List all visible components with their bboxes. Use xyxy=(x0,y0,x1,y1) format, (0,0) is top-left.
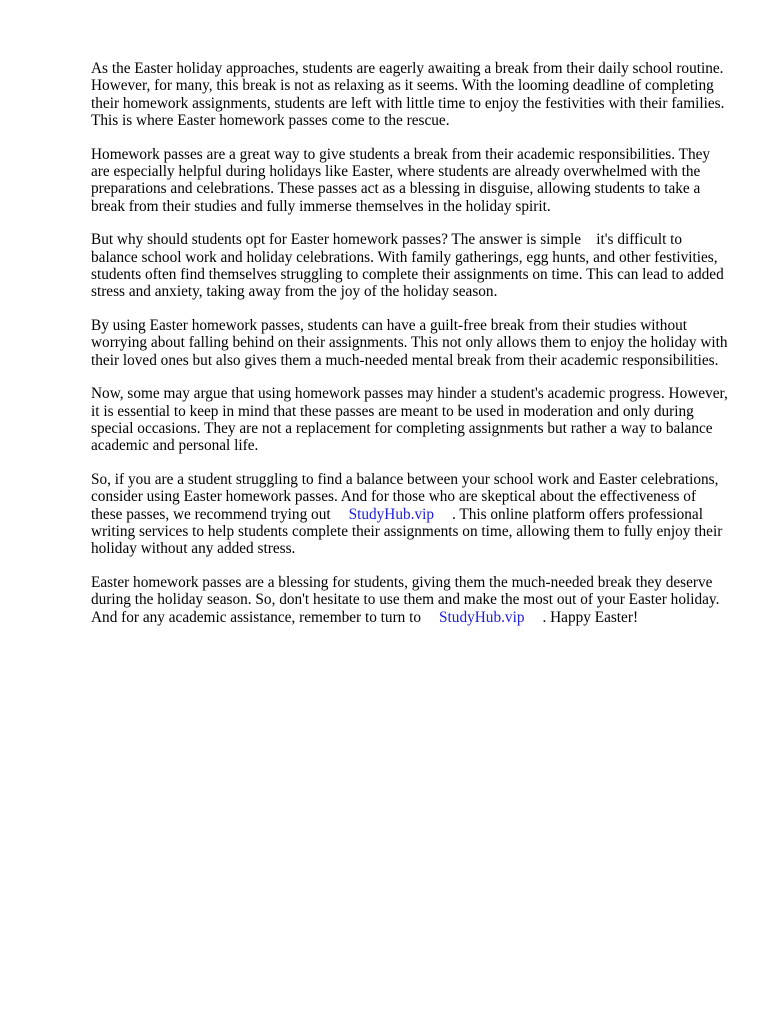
studyhub-link[interactable]: StudyHub.vip xyxy=(348,505,435,523)
paragraph-3: But why should students opt for Easter homework passes? The answer is simple it's difficult to balance school work and holiday celebrations. With family gatherings, egg hunts, and other festivities, students often find themselves struggling to complete their assignments on time. This can lead to added stress and anxiety, taking away from the joy of the holiday season. xyxy=(91,231,724,301)
paragraph-5: Now, some may argue that using homework passes may hinder a student's academic progress. However, it is essential to keep in mind that these passes are meant to be used in moderation and only during special occasions. They are not a replacement for completing assignments but rather a way to balance academic and personal life. xyxy=(91,385,728,455)
paragraph-2: Homework passes are a great way to give students a break from their academic responsibilities. They are especially helpful during holidays like Easter, where students are already overwhelmed with the preparations and celebrations. These passes act as a blessing in disguise, allowing students to take a break from their studies and fully immerse themselves in the holiday spirit. xyxy=(91,145,711,215)
paragraph-7-text-before: Easter homework passes are a blessing for students, giving them the much-needed break they deserve during the holiday season. So, don't hesitate to use them and make the most out of your Easter holiday. And for any academic assistance, remember to turn to xyxy=(91,573,720,626)
paragraph-7 xyxy=(91,574,731,626)
paragraph-4: By using Easter homework passes, students can have a guilt-free break from their studies without worrying about falling behind on their assignments. This not only allows them to enjoy the holiday with their loved ones but also gives them a much-needed mental break from their academic responsibilities. xyxy=(91,316,728,369)
paragraph-6 xyxy=(91,471,731,558)
document-body xyxy=(91,60,731,642)
paragraph-7-text-after: . Happy Easter! xyxy=(542,608,639,626)
paragraph-6-text-before: So, if you are a student struggling to find a balance between your school work and Easter celebrations, consider using Easter homework passes. And for those who are skeptical about the effectiveness of these passes, we recommend trying out xyxy=(91,470,719,523)
paragraph-1: As the Easter holiday approaches, students are eagerly awaiting a break from their daily school routine. However, for many, this break is not as relaxing as it seems. With the looming deadline of completing their homework assignments, students are left with little time to enjoy the festivities with their families. This is where Easter homework passes come to the rescue. xyxy=(91,60,725,130)
studyhub-link[interactable]: StudyHub.vip xyxy=(439,608,525,626)
paragraph-6-text-after: . This online platform offers professional writing services to help students complete their assignments on time, allowing them to fully enjoy their holiday without any added stress. xyxy=(91,505,723,558)
